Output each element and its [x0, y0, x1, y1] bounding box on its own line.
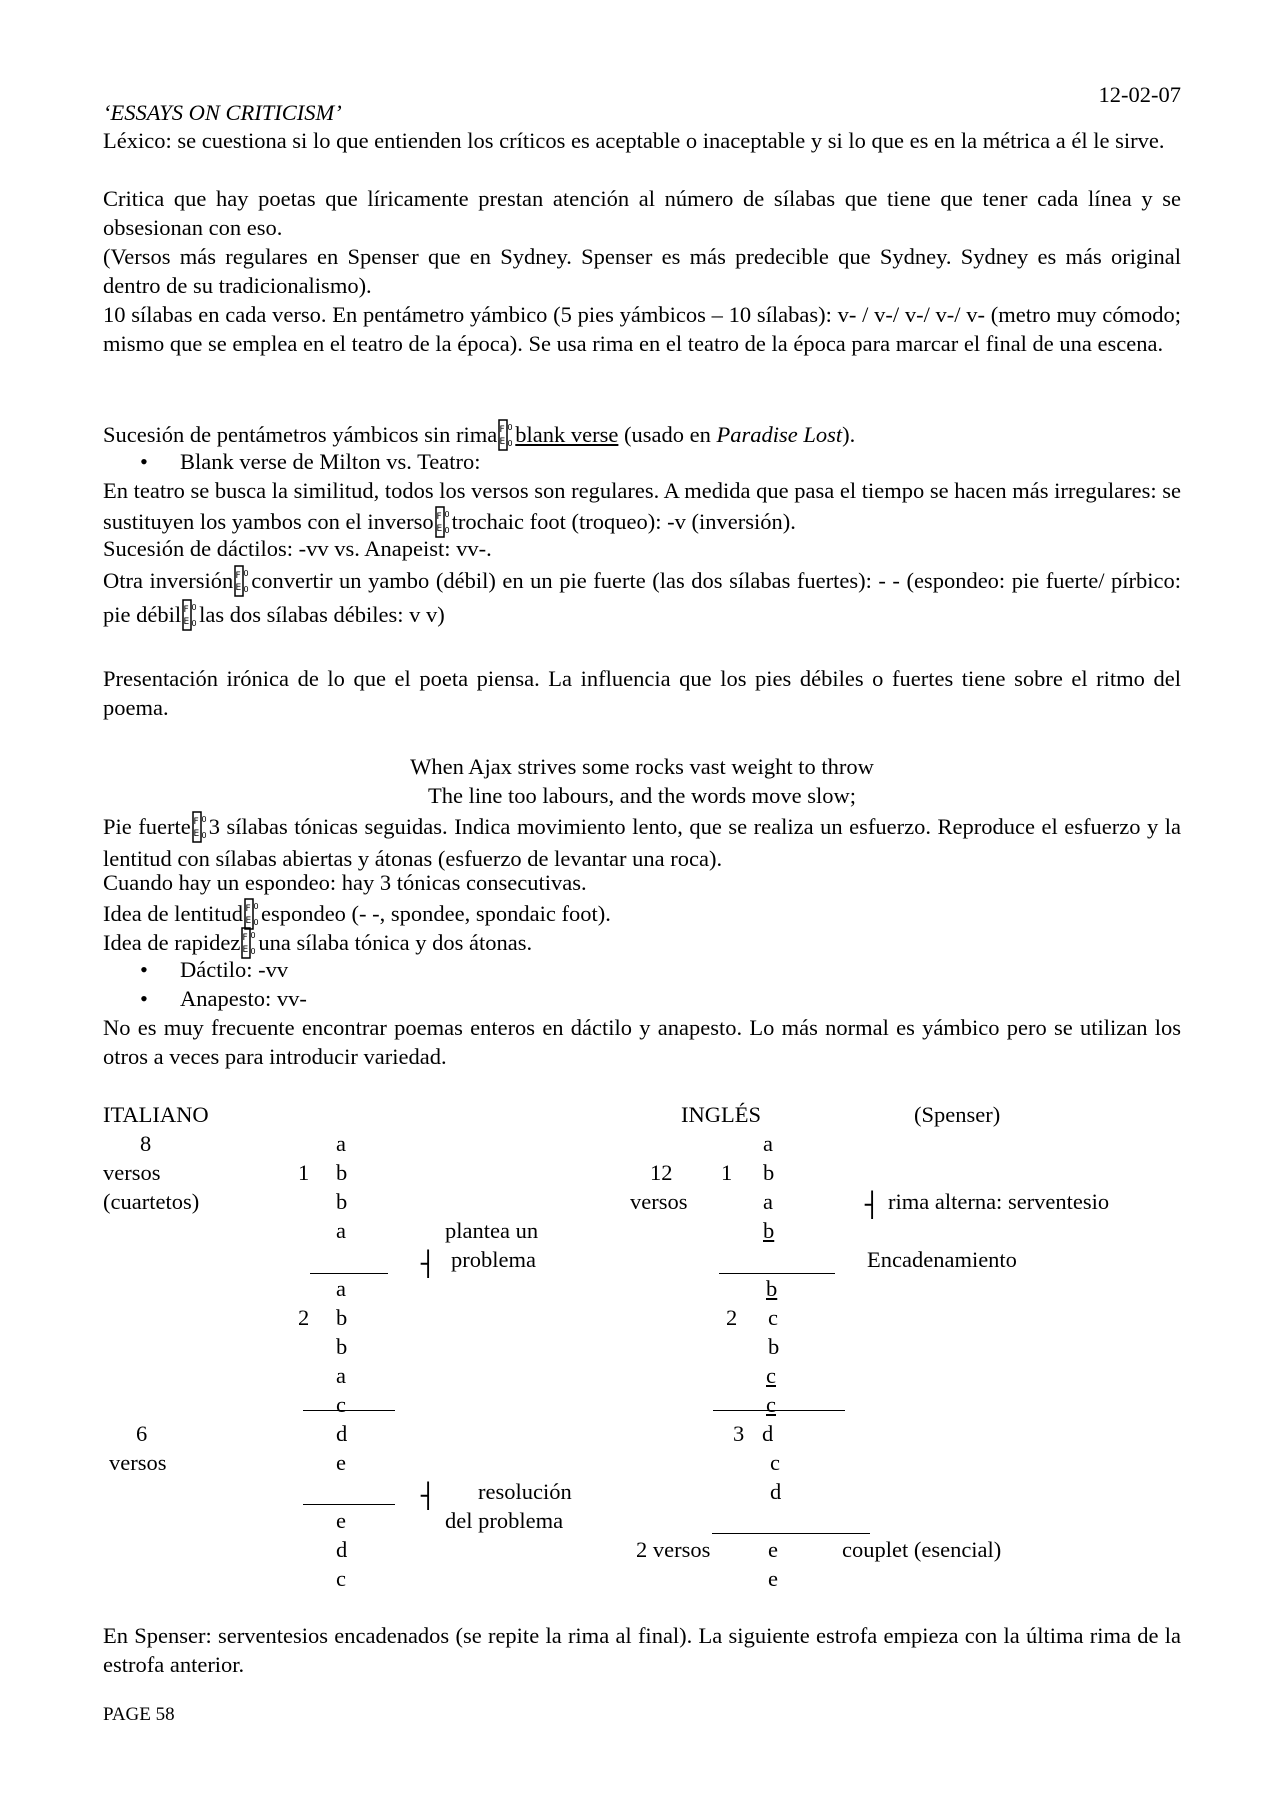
resolucion-label: resolución	[478, 1479, 572, 1504]
paragraph-pie-fuerte	[103, 810, 1181, 873]
dos-versos-label: 2 versos	[636, 1537, 711, 1562]
paradise-lost-title: Paradise Lost	[716, 422, 843, 447]
svg-text:F: F	[436, 512, 442, 522]
svg-text:0: 0	[253, 918, 259, 927]
en-rhyme: c	[768, 1305, 778, 1330]
svg-text:E: E	[242, 945, 249, 955]
paragraph-dactilos: Sucesión de dáctilos: -vv vs. Anapeist: vv-.	[103, 536, 492, 561]
en-count-12: 12	[650, 1160, 673, 1185]
en-rhyme: e	[768, 1537, 778, 1562]
paragraph-inversion	[103, 564, 1181, 632]
it-count-6: 6	[136, 1421, 148, 1446]
it-rhyme: c	[336, 1566, 346, 1591]
text: En teatro se busca la similitud, todos los versos son regulares. A medida que pasa el tiempo se hacen más irregulares: se sustituyen los yambos con el inverso	[103, 478, 1181, 534]
del-problema-label: del problema	[445, 1508, 564, 1533]
it-rhyme: b	[336, 1160, 348, 1185]
paragraph-spenser-sydney: (Versos más regulares en Spenser que en Sydney. Spenser es más predecible que Sydney. Sydney es más original dentro de su tradicionalismo).	[103, 244, 1181, 298]
arrow-symbol-icon	[234, 564, 250, 598]
svg-text:0: 0	[243, 569, 249, 578]
spenser-heading: (Spenser)	[914, 1102, 1001, 1127]
it-count-8: 8	[140, 1131, 152, 1156]
en-stanza-3: 3	[733, 1421, 745, 1446]
it-rhyme: d	[336, 1537, 348, 1562]
text: una sílaba tónica y dos átonas.	[258, 930, 533, 955]
text: Otra inversión	[103, 568, 234, 593]
en-stanza-1: 1	[721, 1160, 733, 1185]
svg-text:E: E	[436, 524, 442, 534]
it-rhyme: a	[336, 1276, 346, 1301]
it-rhyme: a	[336, 1363, 346, 1388]
text: espondeo (- -, spondee, spondaic foot).	[260, 901, 611, 926]
it-versos-label-2: versos	[109, 1450, 167, 1475]
paragraph-critica: Critica que hay poetas que líricamente prestan atención al número de sílabas que tiene que tener cada línea y se obsesionan con eso.	[103, 186, 1181, 240]
date: 12-02-07	[1098, 82, 1181, 107]
svg-text:E: E	[235, 583, 242, 593]
it-rhyme: b	[336, 1334, 348, 1359]
en-rhyme: e	[768, 1566, 778, 1591]
bracket-icon: ┤	[421, 1482, 436, 1510]
text: las dos sílabas débiles: v v)	[199, 602, 445, 627]
bullet-dactilo	[103, 955, 288, 984]
blank-verse-term: blank verse	[515, 422, 619, 447]
it-stanza-2: 2	[298, 1305, 310, 1330]
svg-text:F: F	[242, 933, 249, 943]
verse-line-2: The line too labours, and the words move slow;	[427, 783, 857, 808]
bullet-icon: •	[140, 957, 148, 982]
page-number: PAGE 58	[103, 1704, 175, 1725]
couplet-label: couplet (esencial)	[842, 1537, 1002, 1562]
divider	[712, 1533, 870, 1534]
en-rhyme: d	[770, 1479, 782, 1504]
svg-text:F: F	[193, 817, 199, 827]
paragraph-spenser-serventesios: En Spenser: serventesios encadenados (se repite la rima al final). La siguiente estrofa empieza con la última rima de la estrofa anterior.	[103, 1623, 1181, 1677]
svg-text:0: 0	[250, 931, 256, 940]
divider	[713, 1410, 845, 1411]
svg-text:0: 0	[191, 619, 197, 628]
text: 3 sílabas tónicas seguidas. Indica movimiento lento, que se realiza un esfuerzo. Reproduce el esfuerzo y la lentitud con sílabas abiertas y átonas (esfuerzo de levantar una roca).	[103, 814, 1181, 871]
svg-text:0: 0	[201, 831, 207, 840]
italiano-heading: ITALIANO	[103, 1102, 209, 1127]
text: Idea de rapidez	[103, 930, 241, 955]
text: ).	[842, 422, 856, 447]
arrow-symbol-icon	[182, 598, 198, 632]
svg-text:0: 0	[243, 585, 249, 594]
divider	[303, 1504, 395, 1505]
plantea-label: plantea un	[445, 1218, 539, 1243]
en-rhyme: c	[766, 1392, 776, 1417]
en-stanza-2: 2	[726, 1305, 738, 1330]
it-rhyme: a	[336, 1218, 346, 1243]
svg-text:0: 0	[507, 439, 513, 448]
en-rhyme: b	[768, 1334, 780, 1359]
bullet-icon: •	[140, 449, 148, 474]
bullet-blank-verse	[103, 447, 480, 476]
svg-text:E: E	[245, 916, 252, 926]
svg-text:F: F	[183, 605, 189, 615]
svg-text:0: 0	[250, 947, 256, 956]
arrow-symbol-icon	[498, 418, 514, 452]
it-stanza-1: 1	[298, 1160, 310, 1185]
it-rhyme: c	[336, 1392, 346, 1417]
svg-text:0: 0	[444, 510, 450, 519]
bracket-icon: ┤	[421, 1250, 436, 1278]
bullet-anapesto	[103, 984, 307, 1013]
bullet-text: Dáctilo: -vv	[180, 957, 289, 982]
bullet-text: Anapesto: vv-	[180, 986, 307, 1011]
en-rhyme: a	[763, 1189, 773, 1214]
divider	[310, 1273, 388, 1274]
it-rhyme: e	[336, 1508, 346, 1533]
svg-text:E: E	[183, 617, 190, 627]
en-rhyme: b	[766, 1276, 778, 1301]
text: Sucesión de pentámetros yámbicos sin rima	[103, 422, 498, 447]
en-rhyme: b	[763, 1160, 775, 1185]
bullet-icon: •	[140, 986, 148, 1011]
paragraph-presentacion: Presentación irónica de lo que el poeta piensa. La influencia que los pies débiles o fuertes tiene sobre el ritmo del poema.	[103, 666, 1181, 720]
paragraph-lexico: Léxico: se cuestiona si lo que entienden los críticos es aceptable o inaceptable y si lo que es en la métrica a él le sirve.	[103, 128, 1165, 153]
svg-text:0: 0	[191, 603, 197, 612]
bracket-icon: ┤	[865, 1191, 880, 1219]
svg-text:E: E	[193, 829, 199, 839]
encadenamiento-label: Encadenamiento	[867, 1247, 1017, 1272]
en-rhyme: c	[766, 1363, 776, 1388]
it-cuartetos-label: (cuartetos)	[103, 1189, 200, 1214]
en-versos-label: versos	[630, 1189, 688, 1214]
text: Idea de lentitud	[103, 901, 243, 926]
text: (usado en	[618, 422, 717, 447]
svg-text:0: 0	[444, 526, 450, 535]
divider	[303, 1410, 395, 1411]
en-rhyme: d	[762, 1421, 774, 1446]
svg-text:F: F	[499, 425, 505, 435]
document-title: ‘ESSAYS ON CRITICISM’	[103, 100, 342, 125]
svg-text:F: F	[235, 571, 241, 581]
paragraph-teatro	[103, 476, 1181, 539]
text: trochaic foot (troqueo): -v (inversión).	[451, 509, 796, 534]
rima-alterna-label: rima alterna: serventesio	[888, 1189, 1110, 1214]
problema-label: problema	[451, 1247, 536, 1272]
it-rhyme: d	[336, 1421, 348, 1446]
paragraph-variedad: No es muy frecuente encontrar poemas enteros en dáctilo y anapesto. Lo más normal es yámbico pero se utilizan los otros a veces para introducir variedad.	[103, 1015, 1181, 1069]
it-rhyme: a	[336, 1131, 346, 1156]
verse-line-1: When Ajax strives some rocks vast weight to throw	[410, 754, 874, 779]
it-rhyme: b	[336, 1189, 348, 1214]
svg-text:E: E	[499, 437, 506, 447]
text: Pie fuerte	[103, 814, 191, 839]
paragraph-pentametro: 10 sílabas en cada verso. En pentámetro yámbico (5 pies yámbicos – 10 sílabas): v- / v-/ v-/ v-/ v- (metro muy cómodo; mismo que se emplea en el teatro de la época). Se usa rima en el teatro de la época para marcar el final de una escena.	[103, 302, 1181, 356]
text: convertir un yambo (débil) en un pie fuerte (las dos sílabas fuertes): - - (espondeo: pie fuerte/ pírbico: pie débil	[103, 568, 1181, 627]
it-rhyme: e	[336, 1450, 346, 1475]
it-versos-label: versos	[103, 1160, 161, 1185]
bullet-text: Blank verse de Milton vs. Teatro:	[180, 449, 481, 474]
en-rhyme: b	[763, 1218, 775, 1243]
svg-text:F: F	[245, 904, 251, 914]
arrow-symbol-icon	[192, 810, 208, 844]
en-rhyme: a	[763, 1131, 773, 1156]
paragraph-espondeo: Cuando hay un espondeo: hay 3 tónicas consecutivas.	[103, 870, 587, 895]
svg-text:0: 0	[253, 902, 259, 911]
it-rhyme: b	[336, 1305, 348, 1330]
ingles-heading: INGLÉS	[681, 1102, 761, 1127]
svg-text:0: 0	[201, 815, 207, 824]
svg-text:0: 0	[507, 423, 513, 432]
en-rhyme: c	[770, 1450, 780, 1475]
